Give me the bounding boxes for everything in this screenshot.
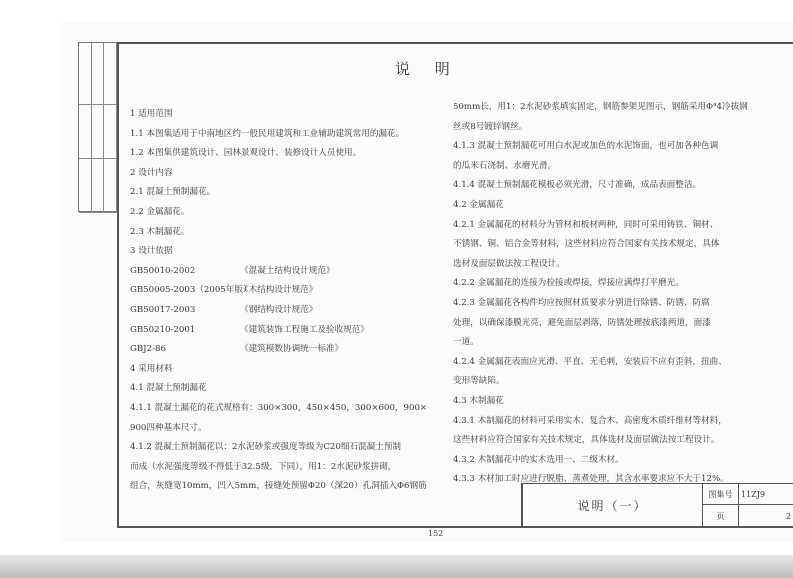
text-line: 这些材料应符合国家有关技术规定，具体选材及面层做法按工程设计。 <box>453 435 720 446</box>
text-line: 4.1.4 混凝土预制漏花模板必须光滑，尺寸准确，成品表面整洁。 <box>453 180 702 191</box>
atlas-number-label: 图集号 <box>703 484 739 505</box>
standard-name: 《混凝土结构设计规范》 <box>240 265 335 276</box>
standard-row <box>130 304 440 317</box>
text-line: 1.2 本图集供建筑设计、园林景观设计、装修设计人员使用。 <box>130 148 362 159</box>
approval-strip <box>78 42 118 212</box>
text-line: 3 设计依据 <box>130 246 173 257</box>
text-line: 4.1.2 混凝土预制漏花以：2水泥砂浆或强度等级为C20细石混凝土预制 <box>130 442 402 453</box>
text-line: 4.2.2 金属漏花的连接为栓接或焊接，焊接应满焊打平磨光。 <box>453 278 684 289</box>
approval-cell <box>104 105 117 159</box>
right-text-column <box>453 101 791 493</box>
standard-name: 《建筑模数协调统一标准》 <box>240 344 344 355</box>
text-line: 组合，灰缝宽10mm，凹入5mm，接缝处预留Φ20（深20）孔洞插入Φ6钢筋 <box>130 481 427 492</box>
standard-row <box>130 324 440 337</box>
approval-cell <box>79 105 92 159</box>
text-line: 4.3 木制漏花 <box>453 395 504 406</box>
text-line: 4.2.1 金属漏花的材料分为管材和板材两种，同时可采用铸铁、铜材、 <box>453 219 719 230</box>
standard-row <box>130 284 440 297</box>
approval-cell <box>92 159 105 213</box>
text-line: 1.1 本图集适用于中南地区约一般民用建筑和工业辅助建筑常用的漏花。 <box>130 128 405 139</box>
text-line: 不锈钢、铜、铝合金等材料，这些材料应符合国家有关技术规定，具体 <box>453 239 720 250</box>
approval-cell <box>92 105 105 159</box>
text-line: 4.3.2 木制漏花中的实木选用一、二级木材。 <box>453 454 624 465</box>
text-line: 处理，以确保漆膜光亮，避免面层剥落，防锈处理按底漆两道，面漆 <box>453 317 711 328</box>
atlas-number: 11ZJ9 <box>739 484 793 505</box>
text-line: 4.1 混凝土预制漏花 <box>130 383 207 394</box>
sheet-page-number: 2 <box>785 511 791 521</box>
standard-code: GB50010-2002 <box>130 265 196 276</box>
text-line: 4.1.3 混凝土预制漏花可用白水泥或加色的水泥饰面，也可加各种色调 <box>453 141 719 152</box>
page-title: 说 明 <box>395 60 460 78</box>
text-line: 一道。 <box>453 337 479 348</box>
standard-code: GB50005-2003（2005年版） <box>130 285 252 296</box>
text-line: 而成（水泥强度等级不得低于32.5级，下同），用1：2水泥砂浆拼砌， <box>130 461 397 472</box>
standard-name: 《钢结构设计规范》 <box>240 304 318 315</box>
approval-cell <box>104 159 117 213</box>
page-number: 152 <box>428 529 444 538</box>
text-line: 变形等缺陷。 <box>453 376 505 387</box>
standard-code: GBJ2-86 <box>130 344 166 355</box>
title-block <box>521 483 793 527</box>
left-text-column <box>130 108 440 500</box>
text-line: 50mm长，用1：2水泥砂浆填实固定，钢筋参架见图示，钢筋采用Φ⁴4冷拔钢 <box>453 102 748 112</box>
approval-cell <box>104 43 117 105</box>
text-line: 4.2.4 金属漏花表面应光滑、平直、无毛刺，安装后不应有歪斜，扭曲、 <box>453 356 727 367</box>
standard-name: 《木结构设计规范》 <box>240 285 318 296</box>
text-line: 4.2 金属漏花 <box>453 199 504 210</box>
standard-row <box>130 343 440 356</box>
text-line: 的瓜米石浇制、水磨光滑。 <box>453 160 557 171</box>
text-line: 4.2.3 金属漏花各构件均应按照材质要求分别进行除锈、防锈、防腐 <box>453 297 710 308</box>
text-line: 4.3.1 木制漏花的材料可采用实木、复合木、高密度木质纤维材等材料， <box>453 415 727 426</box>
text-line: 4.1.1 混凝土漏花的花式规格有：300×300，450×450，300×600，900× <box>130 402 428 413</box>
text-line: 丝或8号镀锌钢丝。 <box>453 121 528 132</box>
text-line: 2 设计内容 <box>130 167 173 178</box>
approval-cell <box>92 43 105 105</box>
approval-cell <box>79 43 92 105</box>
text-line: 4 采用材料 <box>130 363 173 374</box>
standard-name: 《建筑装饰工程施工及验收规范》 <box>240 324 369 335</box>
text-line: 2.1 混凝土预制漏花。 <box>130 187 216 198</box>
standard-row <box>130 265 440 278</box>
text-line: 1 适用范围 <box>130 109 173 119</box>
standard-code: GB50017-2003 <box>130 304 196 315</box>
text-line: 2.3 木制漏花。 <box>130 226 190 237</box>
text-line: 选材及面层做法按工程设计。 <box>453 258 565 269</box>
page-shadow <box>0 555 793 578</box>
text-line: 2.2 金属漏花。 <box>130 206 190 217</box>
text-line: 4.3.3 木材加工时应进行脱脂、蒸煮处理，其含水率要求应不大于12%。 <box>453 474 729 485</box>
text-line: 900四种基本尺寸。 <box>130 422 207 433</box>
standard-code: GB50210-2001 <box>130 324 196 335</box>
approval-cell <box>79 159 92 213</box>
page-label: 页 <box>703 505 739 527</box>
sheet-name: 说明（一） <box>523 484 703 527</box>
